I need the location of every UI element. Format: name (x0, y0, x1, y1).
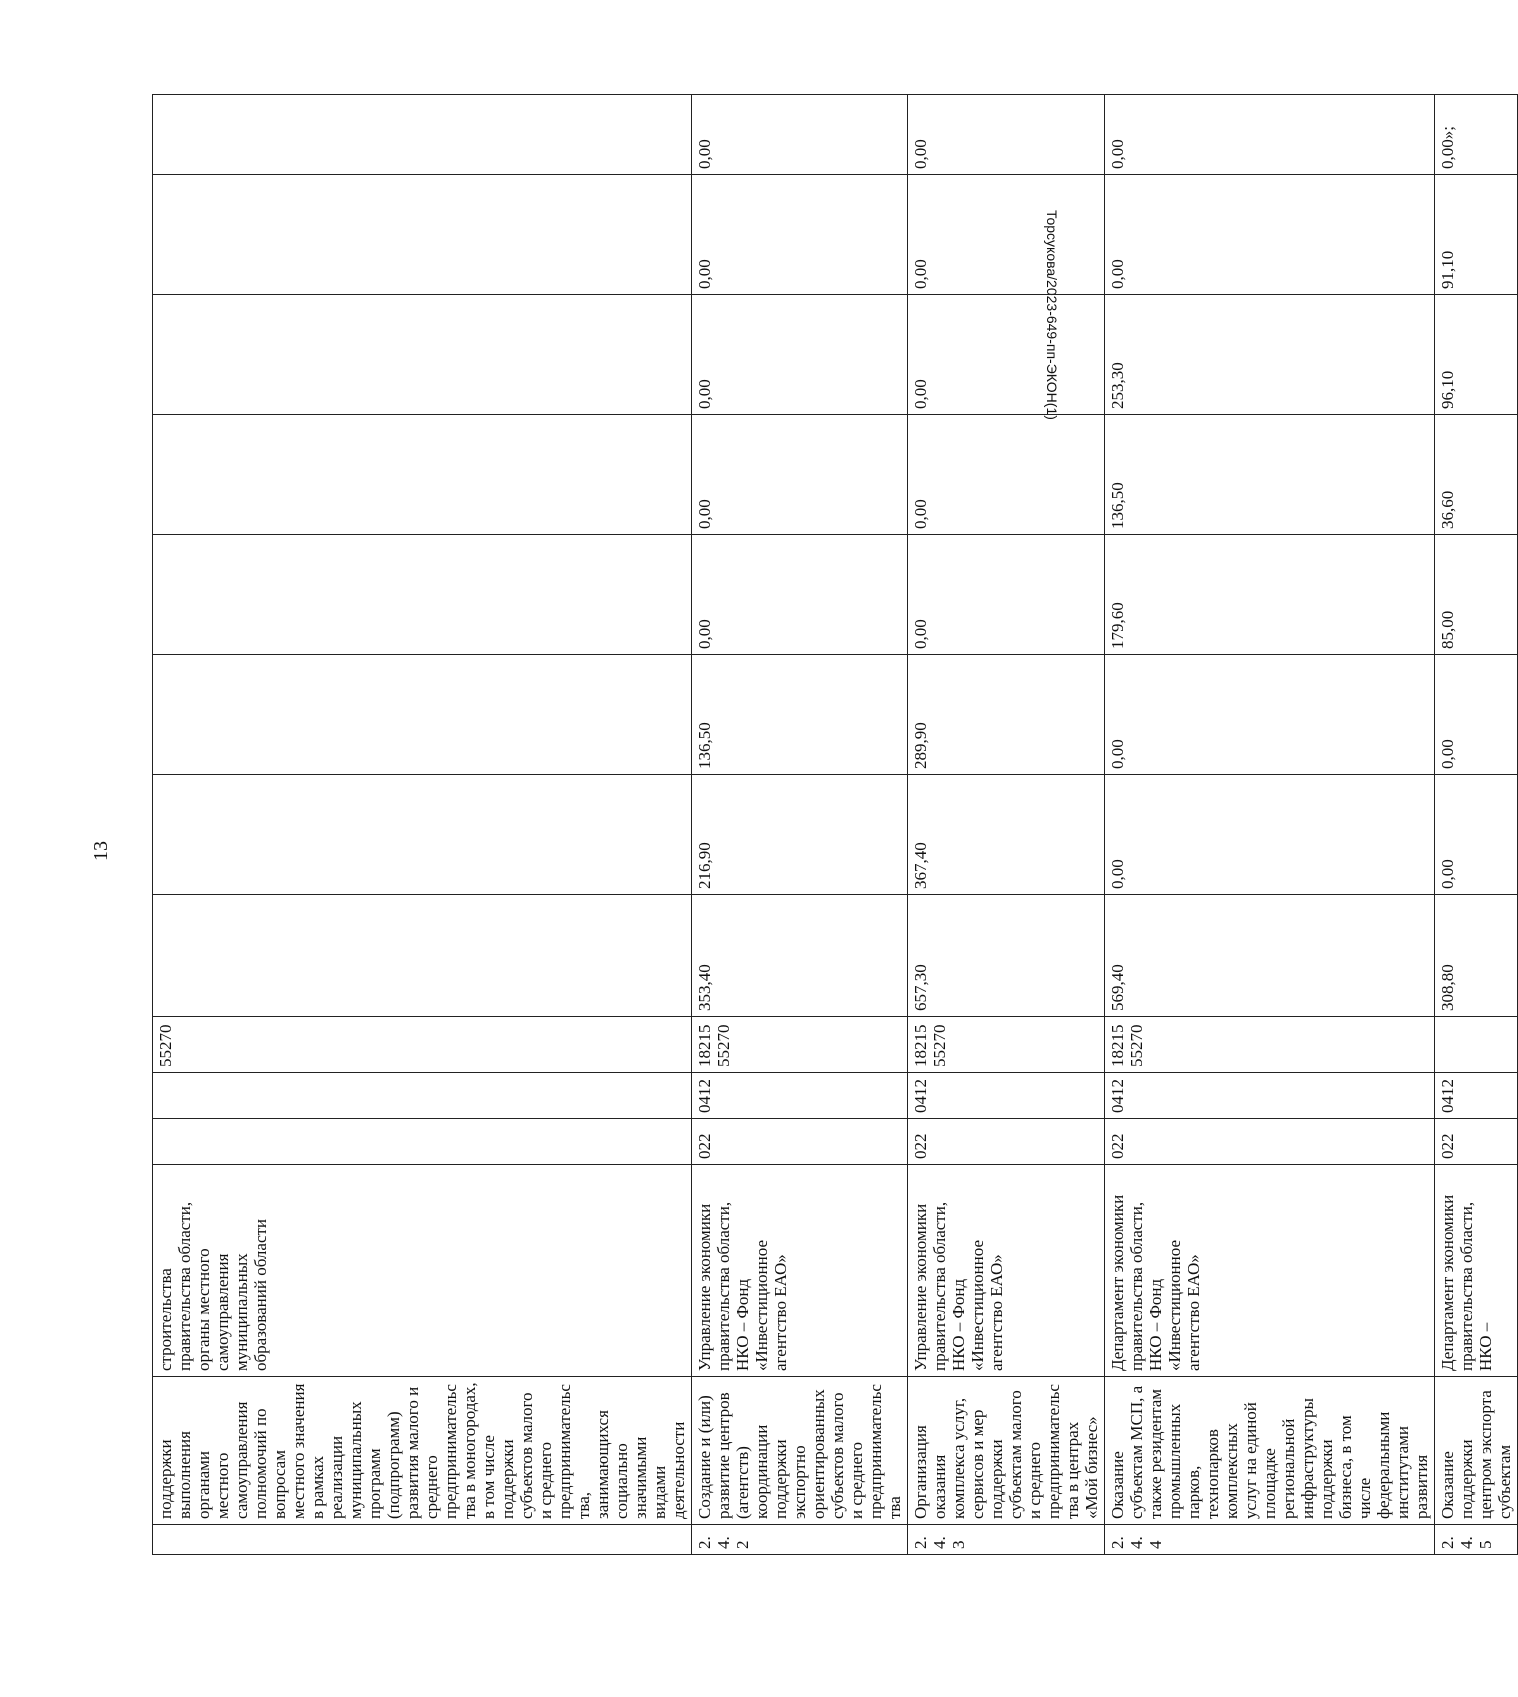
section-code: 0412 (692, 1073, 908, 1119)
target-article-code-part-2: 55270 (156, 1024, 175, 1067)
amount-year-7: 0,00 (692, 95, 908, 175)
amount-total: 308,80 (1435, 895, 1518, 1017)
table-row (692, 95, 908, 1555)
table-row (153, 95, 692, 1555)
amount-year-5: 96,10 (1435, 295, 1518, 415)
amount-year-4: 0,00 (692, 415, 908, 535)
amount-year-7: 0,00 (1105, 95, 1435, 175)
amount-total: 569,40 (1105, 895, 1435, 1017)
amount-year-6: 0,00 (692, 175, 908, 295)
rotated-table-container (152, 95, 1514, 1555)
target-article-code-part-2: 55270 (1127, 1024, 1146, 1067)
section-code: 0412 (908, 1073, 1105, 1119)
amount-year-5: 253,30 (1105, 295, 1435, 415)
amount-year-4: 136,50 (1105, 415, 1435, 535)
grbs-code: 022 (692, 1119, 908, 1165)
row-number: 2.4.2 (692, 1525, 908, 1555)
amount-year-4 (153, 415, 692, 535)
amount-year-5 (153, 295, 692, 415)
section-code: 0412 (1435, 1073, 1518, 1119)
amount-total: 657,30 (908, 895, 1105, 1017)
amount-year-7: 0,00»; (1435, 95, 1518, 175)
target-article-code (1105, 1017, 1435, 1073)
executor: Управление экономики правительства области, НКО – Фонд «Инвестиционное агентство ЕАО» (692, 1165, 908, 1377)
amount-year-4: 0,00 (908, 415, 1105, 535)
target-article-code-part-1: 18215 (911, 1024, 930, 1067)
measure-name: Создание и (или) развитие центров (агентств) координации поддержки экспортно ориентированных субъектов малого и среднего предпринимательства (692, 1377, 908, 1525)
measure-name: Оказание поддержки центром экспорта субъектам (1435, 1377, 1518, 1525)
budget-table (152, 94, 1518, 1555)
amount-year-1 (153, 775, 692, 895)
page-number: 13 (90, 841, 112, 861)
section-code: 0412 (1105, 1073, 1435, 1119)
row-number: 2.4.5 (1435, 1525, 1518, 1555)
amount-year-6 (153, 175, 692, 295)
amount-year-2: 0,00 (1435, 655, 1518, 775)
amount-year-7 (153, 95, 692, 175)
grbs-code (153, 1119, 692, 1165)
row-number (153, 1525, 692, 1555)
amount-year-1: 367,40 (908, 775, 1105, 895)
amount-year-2: 136,50 (692, 655, 908, 775)
section-code (153, 1073, 692, 1119)
executor: строительства правительства области, органы местного самоуправления муниципальных образований области (153, 1165, 692, 1377)
amount-year-3: 0,00 (692, 535, 908, 655)
amount-total: 353,40 (692, 895, 908, 1017)
measure-name: Организация оказания комплекса услуг, сервисов и мер поддержки субъектам малого и среднего предпринимательства в центрах «Мой бизнес» (908, 1377, 1105, 1525)
target-article-code-part-1: 18215 (1108, 1024, 1127, 1067)
measure-name: поддержки выполнения органами местного самоуправления полномочий по вопросам местного значения в рамках реализации муниципальных программ (подпрограмм) развития малого и среднего предпринимательства в моногородах, в том числе поддержки субъектов малого и среднего предпринимательства, занимающихся социально значимыми видами деятельности (153, 1377, 692, 1525)
amount-year-5: 0,00 (908, 295, 1105, 415)
table-row (1105, 95, 1435, 1555)
executor: Департамент экономики правительства области, НКО – Фонд «Инвестиционное агентство ЕАО» (1105, 1165, 1435, 1377)
amount-year-5: 0,00 (692, 295, 908, 415)
target-article-code (1435, 1017, 1518, 1073)
amount-total (153, 895, 692, 1017)
grbs-code: 022 (1435, 1119, 1518, 1165)
document-code: Торсукова/2023-649-пп-ЭКОН(1) (1044, 210, 1060, 420)
amount-year-4: 36,60 (1435, 415, 1518, 535)
amount-year-3: 0,00 (908, 535, 1105, 655)
amount-year-2: 0,00 (1105, 655, 1435, 775)
amount-year-7: 0,00 (908, 95, 1105, 175)
table-row (1435, 95, 1518, 1555)
measure-name: Оказание субъектам МСП, а также резидентам промышленных парков, технопарков комплексных услуг на единой площадке региональной инфраструктуры поддержки бизнеса, в том числе федеральными институтами развития (1105, 1377, 1435, 1525)
target-article-code (908, 1017, 1105, 1073)
executor: Управление экономики правительства области, НКО – Фонд «Инвестиционное агентство ЕАО» (908, 1165, 1105, 1377)
grbs-code: 022 (908, 1119, 1105, 1165)
target-article-code-part-2: 55270 (930, 1024, 949, 1067)
amount-year-6: 0,00 (1105, 175, 1435, 295)
target-article-code-part-2: 55270 (714, 1024, 733, 1067)
row-number: 2.4.4 (1105, 1525, 1435, 1555)
amount-year-1: 0,00 (1435, 775, 1518, 895)
amount-year-2: 289,90 (908, 655, 1105, 775)
amount-year-1: 0,00 (1105, 775, 1435, 895)
amount-year-3: 85,00 (1435, 535, 1518, 655)
amount-year-6: 0,00 (908, 175, 1105, 295)
amount-year-1: 216,90 (692, 775, 908, 895)
target-article-code (153, 1017, 692, 1073)
amount-year-3 (153, 535, 692, 655)
table-row (908, 95, 1105, 1555)
grbs-code: 022 (1105, 1119, 1435, 1165)
amount-year-2 (153, 655, 692, 775)
amount-year-6: 91,10 (1435, 175, 1518, 295)
row-number: 2.4.3 (908, 1525, 1105, 1555)
target-article-code-part-1: 18215 (695, 1024, 714, 1067)
amount-year-3: 179,60 (1105, 535, 1435, 655)
executor: Департамент экономики правительства области, НКО – (1435, 1165, 1518, 1377)
target-article-code (692, 1017, 908, 1073)
